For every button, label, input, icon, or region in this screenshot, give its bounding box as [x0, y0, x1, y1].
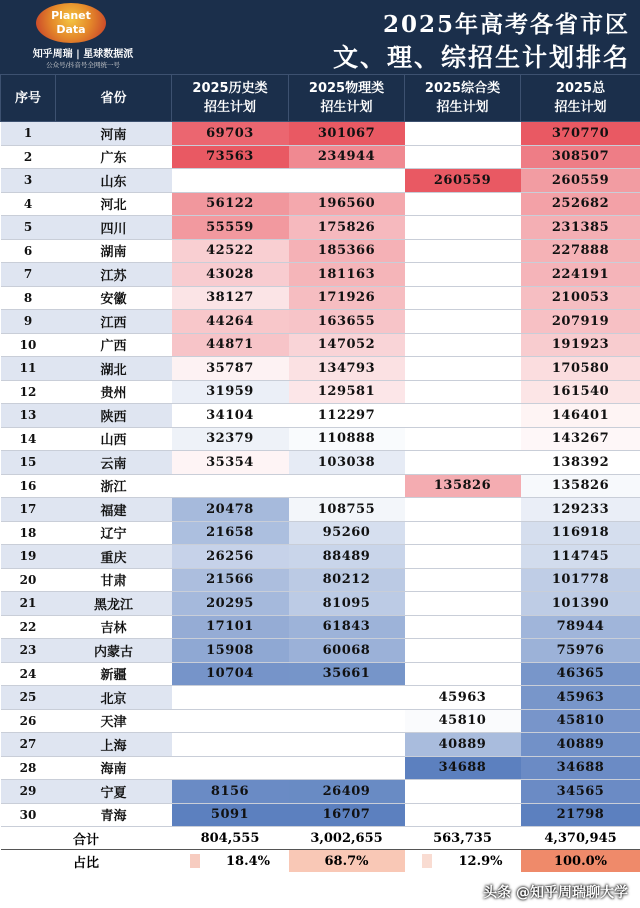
- row-total-cell: 207919: [521, 310, 640, 334]
- percent-comprehensive: 12.9%: [458, 853, 503, 869]
- row-province: 江西: [56, 310, 172, 334]
- row-total-cell: 40889: [521, 733, 640, 757]
- row-index: 27: [1, 733, 56, 757]
- row-total-cell: 161540: [521, 380, 640, 404]
- row-province: 河南: [56, 122, 172, 146]
- row-index: 2: [1, 145, 56, 169]
- watermark-text: 头条 @知乎周瑞聊大学: [483, 885, 628, 901]
- row-province: 湖北: [56, 357, 172, 381]
- row-index: 3: [1, 169, 56, 193]
- row-index: 23: [1, 639, 56, 663]
- table-row: [1, 145, 640, 169]
- row-province: 重庆: [56, 545, 172, 569]
- row-index: 11: [1, 357, 56, 381]
- sum-comprehensive: 563,735: [405, 827, 521, 850]
- row-province: 青海: [56, 803, 172, 827]
- row-comprehensive-cell: [405, 803, 521, 827]
- row-physics-cell: 61843: [289, 615, 405, 639]
- row-history-cell: [172, 169, 289, 193]
- row-comprehensive-cell: [405, 357, 521, 381]
- row-physics-cell: 147052: [289, 333, 405, 357]
- page-title-line2: 文、理、综招生计划排名: [332, 43, 630, 72]
- row-total-cell: 191923: [521, 333, 640, 357]
- table-row: [1, 780, 640, 804]
- percent-row: [1, 850, 640, 873]
- row-index: 13: [1, 404, 56, 428]
- row-total-cell: 78944: [521, 615, 640, 639]
- row-physics-cell: [289, 169, 405, 193]
- row-physics-cell: 234944: [289, 145, 405, 169]
- row-history-cell: 43028: [172, 263, 289, 287]
- row-history-cell: [172, 474, 289, 498]
- row-total-cell: 252682: [521, 192, 640, 216]
- row-index: 25: [1, 686, 56, 710]
- table-row: [1, 686, 640, 710]
- logo-line2: Data: [56, 23, 86, 36]
- row-index: 30: [1, 803, 56, 827]
- row-total-cell: 146401: [521, 404, 640, 428]
- row-comprehensive-cell: [405, 122, 521, 146]
- row-physics-cell: 60068: [289, 639, 405, 663]
- row-total-cell: 224191: [521, 263, 640, 287]
- row-index: 4: [1, 192, 56, 216]
- logo-line1: Planet: [51, 9, 91, 22]
- row-index: 14: [1, 427, 56, 451]
- percent-history-cell: [172, 850, 289, 873]
- row-total-cell: 45810: [521, 709, 640, 733]
- row-comprehensive-cell: [405, 310, 521, 334]
- row-total-cell: 231385: [521, 216, 640, 240]
- sum-label: 合计: [1, 827, 172, 850]
- row-province: 上海: [56, 733, 172, 757]
- row-province: 海南: [56, 756, 172, 780]
- row-province: 陕西: [56, 404, 172, 428]
- row-index: 21: [1, 592, 56, 616]
- row-physics-cell: 103038: [289, 451, 405, 475]
- row-total-cell: 45963: [521, 686, 640, 710]
- row-index: 9: [1, 310, 56, 334]
- row-province: 湖南: [56, 239, 172, 263]
- row-physics-cell: 88489: [289, 545, 405, 569]
- row-total-cell: 135826: [521, 474, 640, 498]
- col-header-comprehensive: 2025综合类 招生计划: [405, 75, 521, 122]
- row-physics-cell: 185366: [289, 239, 405, 263]
- row-total-cell: 170580: [521, 357, 640, 381]
- row-physics-cell: 16707: [289, 803, 405, 827]
- row-history-cell: 44871: [172, 333, 289, 357]
- row-history-cell: 26256: [172, 545, 289, 569]
- row-province: 天津: [56, 709, 172, 733]
- row-comprehensive-cell: 40889: [405, 733, 521, 757]
- row-index: 26: [1, 709, 56, 733]
- percent-history: 18.4%: [225, 853, 270, 869]
- row-physics-cell: 196560: [289, 192, 405, 216]
- table-row: [1, 239, 640, 263]
- row-comprehensive-cell: [405, 780, 521, 804]
- row-total-cell: 143267: [521, 427, 640, 451]
- row-total-cell: 227888: [521, 239, 640, 263]
- row-physics-cell: 108755: [289, 498, 405, 522]
- row-comprehensive-cell: 260559: [405, 169, 521, 193]
- percent-history-bar: [190, 854, 200, 868]
- row-comprehensive-cell: [405, 615, 521, 639]
- row-total-cell: 101778: [521, 568, 640, 592]
- row-physics-cell: [289, 733, 405, 757]
- sum-history: 804,555: [172, 827, 289, 850]
- col-header-history: 2025历史类 招生计划: [172, 75, 289, 122]
- row-province: 吉林: [56, 615, 172, 639]
- row-physics-cell: [289, 686, 405, 710]
- row-index: 5: [1, 216, 56, 240]
- row-comprehensive-cell: 45810: [405, 709, 521, 733]
- table-header-row: [1, 75, 640, 122]
- table-row: [1, 333, 640, 357]
- row-province: 黑龙江: [56, 592, 172, 616]
- row-province: 山西: [56, 427, 172, 451]
- row-province: 宁夏: [56, 780, 172, 804]
- row-history-cell: 31959: [172, 380, 289, 404]
- row-comprehensive-cell: [405, 521, 521, 545]
- row-province: 内蒙古: [56, 639, 172, 663]
- percent-total-cell: [521, 850, 640, 873]
- row-index: 20: [1, 568, 56, 592]
- table-row: [1, 756, 640, 780]
- row-index: 15: [1, 451, 56, 475]
- row-history-cell: 20295: [172, 592, 289, 616]
- enrollment-table: [0, 74, 640, 872]
- row-comprehensive-cell: [405, 498, 521, 522]
- row-comprehensive-cell: [405, 263, 521, 287]
- row-comprehensive-cell: 34688: [405, 756, 521, 780]
- table-row: [1, 709, 640, 733]
- row-province: 广东: [56, 145, 172, 169]
- table-row: [1, 427, 640, 451]
- table-row: [1, 404, 640, 428]
- percent-label: 占比: [1, 850, 172, 873]
- row-history-cell: 20478: [172, 498, 289, 522]
- percent-comprehensive-cell: [405, 850, 521, 873]
- table-row: [1, 545, 640, 569]
- row-province: 山东: [56, 169, 172, 193]
- row-history-cell: [172, 686, 289, 710]
- row-history-cell: 38127: [172, 286, 289, 310]
- row-comprehensive-cell: [405, 404, 521, 428]
- row-index: 24: [1, 662, 56, 686]
- row-total-cell: 370770: [521, 122, 640, 146]
- percent-comprehensive-bar: [422, 854, 432, 868]
- row-comprehensive-cell: [405, 145, 521, 169]
- table-row: [1, 733, 640, 757]
- row-index: 10: [1, 333, 56, 357]
- brand-text: 知乎周瑞 | 星球数据派: [32, 49, 134, 60]
- row-total-cell: 21798: [521, 803, 640, 827]
- row-total-cell: 34688: [521, 756, 640, 780]
- row-comprehensive-cell: [405, 427, 521, 451]
- row-physics-cell: 301067: [289, 122, 405, 146]
- row-history-cell: 34104: [172, 404, 289, 428]
- table-row: [1, 380, 640, 404]
- row-index: 16: [1, 474, 56, 498]
- row-history-cell: 35787: [172, 357, 289, 381]
- row-province: 安徽: [56, 286, 172, 310]
- row-history-cell: 21566: [172, 568, 289, 592]
- table-row: [1, 498, 640, 522]
- row-physics-cell: 129581: [289, 380, 405, 404]
- table-row: [1, 615, 640, 639]
- row-comprehensive-cell: [405, 662, 521, 686]
- row-comprehensive-cell: [405, 592, 521, 616]
- col-header-physics: 2025物理类 招生计划: [289, 75, 405, 122]
- table-row: [1, 474, 640, 498]
- table-row: [1, 310, 640, 334]
- row-history-cell: 42522: [172, 239, 289, 263]
- table-row: [1, 169, 640, 193]
- row-physics-cell: 110888: [289, 427, 405, 451]
- row-history-cell: 35354: [172, 451, 289, 475]
- row-physics-cell: [289, 756, 405, 780]
- row-total-cell: 34565: [521, 780, 640, 804]
- row-history-cell: [172, 733, 289, 757]
- row-province: 福建: [56, 498, 172, 522]
- table-row: [1, 662, 640, 686]
- row-physics-cell: [289, 709, 405, 733]
- row-province: 贵州: [56, 380, 172, 404]
- row-province: 北京: [56, 686, 172, 710]
- col-header-index: 序号: [1, 75, 56, 122]
- row-total-cell: 129233: [521, 498, 640, 522]
- row-history-cell: 69703: [172, 122, 289, 146]
- row-total-cell: 260559: [521, 169, 640, 193]
- row-physics-cell: 95260: [289, 521, 405, 545]
- header-banner: [0, 0, 640, 74]
- row-comprehensive-cell: [405, 451, 521, 475]
- row-province: 云南: [56, 451, 172, 475]
- table-row: [1, 192, 640, 216]
- row-province: 浙江: [56, 474, 172, 498]
- row-total-cell: 101390: [521, 592, 640, 616]
- row-total-cell: 210053: [521, 286, 640, 310]
- sum-row: [1, 827, 640, 850]
- row-physics-cell: 134793: [289, 357, 405, 381]
- row-history-cell: 56122: [172, 192, 289, 216]
- row-total-cell: 114745: [521, 545, 640, 569]
- row-history-cell: 21658: [172, 521, 289, 545]
- row-physics-cell: 175826: [289, 216, 405, 240]
- row-history-cell: 32379: [172, 427, 289, 451]
- table-row: [1, 639, 640, 663]
- row-index: 22: [1, 615, 56, 639]
- table-row: [1, 803, 640, 827]
- row-physics-cell: 26409: [289, 780, 405, 804]
- row-history-cell: 15908: [172, 639, 289, 663]
- table-row: [1, 286, 640, 310]
- table-row: [1, 592, 640, 616]
- row-total-cell: 116918: [521, 521, 640, 545]
- row-physics-cell: 171926: [289, 286, 405, 310]
- table-row: [1, 568, 640, 592]
- row-physics-cell: [289, 474, 405, 498]
- row-comprehensive-cell: [405, 568, 521, 592]
- slogan-text: 公众号/抖音号全网统一号: [46, 61, 120, 69]
- row-comprehensive-cell: [405, 380, 521, 404]
- row-index: 1: [1, 122, 56, 146]
- row-physics-cell: 163655: [289, 310, 405, 334]
- row-total-cell: 75976: [521, 639, 640, 663]
- col-header-province: 省份: [56, 75, 172, 122]
- row-index: 29: [1, 780, 56, 804]
- row-physics-cell: 181163: [289, 263, 405, 287]
- row-province: 辽宁: [56, 521, 172, 545]
- row-province: 江苏: [56, 263, 172, 287]
- row-province: 甘肃: [56, 568, 172, 592]
- row-province: 河北: [56, 192, 172, 216]
- col-header-total: 2025总 招生计划: [521, 75, 640, 122]
- table-row: [1, 521, 640, 545]
- row-comprehensive-cell: [405, 239, 521, 263]
- row-province: 新疆: [56, 662, 172, 686]
- percent-physics: 68.7%: [324, 853, 369, 869]
- row-physics-cell: 35661: [289, 662, 405, 686]
- table-row: [1, 216, 640, 240]
- table-row: [1, 263, 640, 287]
- row-comprehensive-cell: 45963: [405, 686, 521, 710]
- row-total-cell: 308507: [521, 145, 640, 169]
- row-history-cell: 5091: [172, 803, 289, 827]
- row-physics-cell: 81095: [289, 592, 405, 616]
- row-comprehensive-cell: [405, 192, 521, 216]
- row-physics-cell: 80212: [289, 568, 405, 592]
- row-index: 28: [1, 756, 56, 780]
- row-history-cell: 44264: [172, 310, 289, 334]
- sum-physics: 3,002,655: [289, 827, 405, 850]
- row-comprehensive-cell: [405, 286, 521, 310]
- row-comprehensive-cell: [405, 545, 521, 569]
- row-history-cell: 73563: [172, 145, 289, 169]
- row-comprehensive-cell: [405, 333, 521, 357]
- percent-physics-cell: [289, 850, 405, 873]
- row-total-cell: 138392: [521, 451, 640, 475]
- page-title-line1: 2025年高考各省市区: [382, 11, 630, 38]
- row-physics-cell: 112297: [289, 404, 405, 428]
- row-comprehensive-cell: [405, 216, 521, 240]
- row-history-cell: 10704: [172, 662, 289, 686]
- row-index: 18: [1, 521, 56, 545]
- row-province: 广西: [56, 333, 172, 357]
- row-index: 12: [1, 380, 56, 404]
- row-comprehensive-cell: 135826: [405, 474, 521, 498]
- row-history-cell: [172, 709, 289, 733]
- sum-total: 4,370,945: [521, 827, 640, 850]
- table-row: [1, 357, 640, 381]
- row-index: 6: [1, 239, 56, 263]
- row-comprehensive-cell: [405, 639, 521, 663]
- row-history-cell: 17101: [172, 615, 289, 639]
- row-history-cell: [172, 756, 289, 780]
- row-index: 17: [1, 498, 56, 522]
- row-index: 7: [1, 263, 56, 287]
- row-index: 8: [1, 286, 56, 310]
- table-row: [1, 122, 640, 146]
- row-index: 19: [1, 545, 56, 569]
- table-body: [1, 122, 640, 827]
- row-province: 四川: [56, 216, 172, 240]
- row-total-cell: 46365: [521, 662, 640, 686]
- planet-data-logo: [36, 3, 106, 43]
- row-history-cell: 55559: [172, 216, 289, 240]
- percent-total: 100.0%: [553, 853, 608, 869]
- row-history-cell: 8156: [172, 780, 289, 804]
- table-row: [1, 451, 640, 475]
